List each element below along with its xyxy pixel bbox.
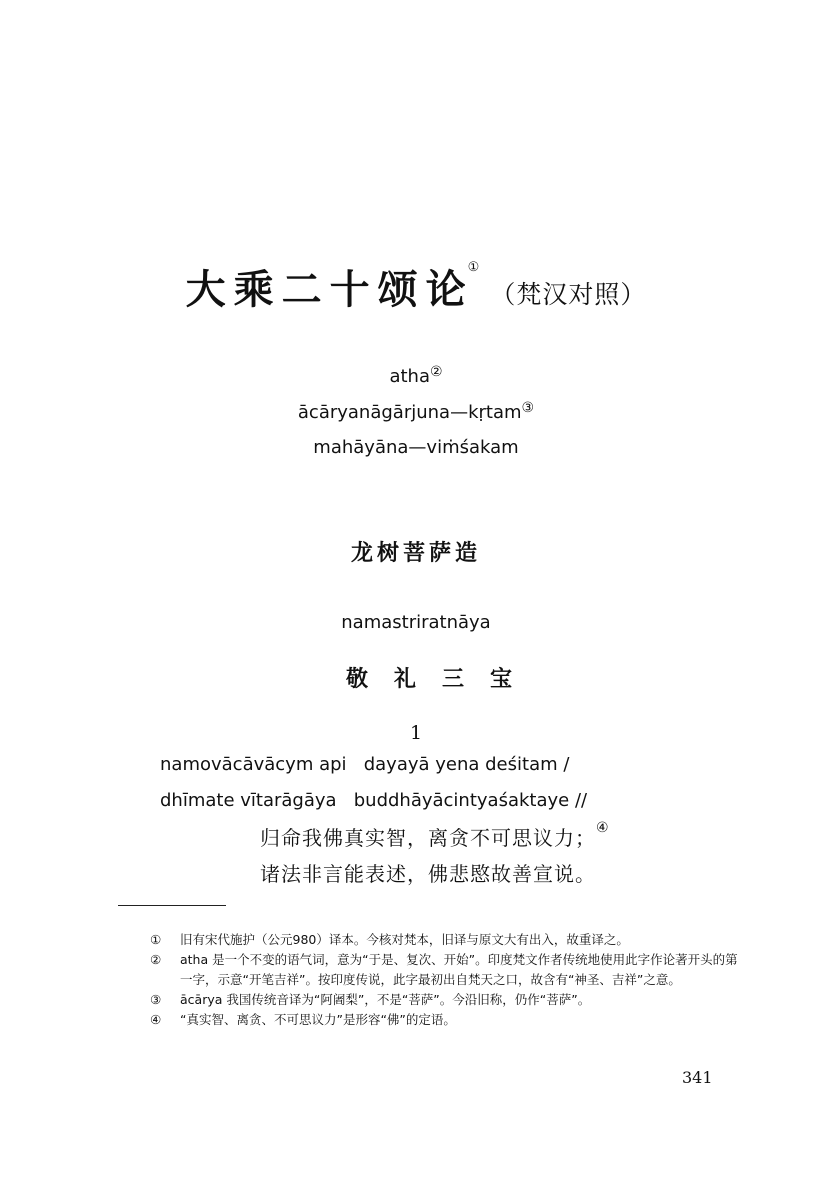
invocation-chinese: 敬礼三宝 xyxy=(345,667,538,692)
footnote-4 xyxy=(150,1010,750,1030)
footnote-number: ④ xyxy=(150,1012,162,1027)
author-line: 龙树菩萨造 xyxy=(350,541,481,566)
sanskrit-title-line2 xyxy=(0,402,832,423)
verse-sanskrit-line1: namovācāvācym api dayayā yena deśitam / xyxy=(160,754,570,775)
verse-sanskrit-line2: dhīmate vītarāgāya buddhāyācintyaśaktaye // xyxy=(160,790,588,811)
footnote-separator xyxy=(118,905,226,906)
footnote-3 xyxy=(150,990,750,1010)
footnote-number: ③ xyxy=(150,992,162,1007)
invocation-sanskrit: namastriratnāya xyxy=(341,612,491,633)
verse-chinese-line2: 诸法非言能表述，佛悲愍故善宣说。 xyxy=(260,862,596,886)
sanskrit-title-line3: mahāyāna—viṁśakam xyxy=(313,437,519,458)
title-subtitle: （梵汉对照） xyxy=(490,280,647,309)
sanskrit-title-line1 xyxy=(0,366,832,387)
footnote-text: 旧有宋代施护（公元980）译本。今核对梵本，旧译与原文大有出入，故重译之。 xyxy=(180,932,629,947)
footnote-text: ācārya 我国传统音译为“阿阇梨”，不是“菩萨”。今沿旧称，仍作“菩萨”。 xyxy=(180,992,591,1007)
footnote-1 xyxy=(150,930,750,950)
page-number: 341 xyxy=(682,1068,713,1087)
verse-chinese-text-1: 归命我佛真实智，离贪不可思议力； xyxy=(260,826,596,850)
page-title xyxy=(0,258,832,315)
title-footnote-marker: ① xyxy=(467,260,480,275)
verse-number: 1 xyxy=(409,722,423,744)
title-main: 大乘二十颂论 xyxy=(185,267,474,313)
sanskrit-title-text-1: atha xyxy=(389,366,430,387)
footnote-number: ① xyxy=(150,932,162,947)
footnote-text: “真实智、离贪、不可思议力”是形容“佛”的定语。 xyxy=(180,1012,456,1027)
footnote-2 xyxy=(150,950,750,990)
footnote-marker-3: ③ xyxy=(521,400,535,416)
verse-chinese-line1 xyxy=(260,822,610,851)
footnotes xyxy=(150,930,750,1030)
footnote-marker-4: ④ xyxy=(596,820,610,836)
footnote-text: atha 是一个不变的语气词，意为“于是、复次、开始”。印度梵文作者传统地使用此字作论著开头的第一字，示意“开笔吉祥”。按印度传说，此字最初出自梵天之口，故含有“神圣、吉祥”之意。 xyxy=(180,952,738,987)
footnote-number: ② xyxy=(150,952,162,967)
sanskrit-title-text-2: ācāryanāgārjuna—kṛtam xyxy=(297,402,522,423)
footnote-marker-2: ② xyxy=(429,364,443,380)
